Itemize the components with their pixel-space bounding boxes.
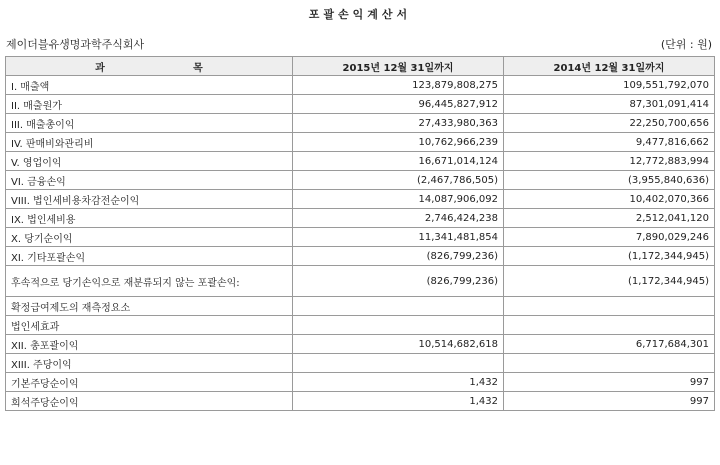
table-row <box>6 228 715 247</box>
row-value-2014: (1,172,344,945) <box>504 247 715 266</box>
row-value-2014 <box>504 316 715 335</box>
row-value-2015: 11,341,481,854 <box>293 228 504 247</box>
row-value-2014: 997 <box>504 392 715 411</box>
row-label: 희석주당순이익 <box>6 392 293 411</box>
row-label: 법인세효과 <box>6 316 293 335</box>
row-label: VIII. 법인세비용차감전순이익 <box>6 190 293 209</box>
table-row <box>6 266 715 297</box>
row-value-2014 <box>504 297 715 316</box>
table-row <box>6 373 715 392</box>
row-label: X. 당기순이익 <box>6 228 293 247</box>
table-row <box>6 76 715 95</box>
row-value-2015: 1,432 <box>293 392 504 411</box>
row-label: IV. 판매비와관리비 <box>6 133 293 152</box>
row-value-2014: 87,301,091,414 <box>504 95 715 114</box>
row-value-2014: 10,402,070,366 <box>504 190 715 209</box>
row-value-2014: (1,172,344,945) <box>504 266 715 297</box>
row-value-2015 <box>293 354 504 373</box>
row-label: V. 영업이익 <box>6 152 293 171</box>
row-label: IX. 법인세비용 <box>6 209 293 228</box>
income-statement-table <box>5 56 715 411</box>
row-label: XIII. 주당이익 <box>6 354 293 373</box>
table-row <box>6 316 715 335</box>
table-header-row <box>6 57 715 76</box>
table-row <box>6 114 715 133</box>
row-label: III. 매출총이익 <box>6 114 293 133</box>
row-value-2015: 10,514,682,618 <box>293 335 504 354</box>
row-label: XI. 기타포괄손익 <box>6 247 293 266</box>
unit-label: (단위 : 원) <box>660 38 712 51</box>
table-row <box>6 209 715 228</box>
row-value-2015 <box>293 316 504 335</box>
row-value-2014: 2,512,041,120 <box>504 209 715 228</box>
row-value-2014: 12,772,883,994 <box>504 152 715 171</box>
company-name: 제이더블유생명과학주식회사 <box>6 38 145 51</box>
statement-title: 포괄손익계산서 <box>308 8 412 21</box>
table-row <box>6 133 715 152</box>
row-value-2015: (826,799,236) <box>293 247 504 266</box>
table-row <box>6 335 715 354</box>
row-value-2014: 22,250,700,656 <box>504 114 715 133</box>
row-label: 기본주당순이익 <box>6 373 293 392</box>
row-label: VI. 금융손익 <box>6 171 293 190</box>
row-value-2015: 10,762,966,239 <box>293 133 504 152</box>
header-2015: 2015년 12월 31일까지 <box>293 57 504 76</box>
header-account <box>6 57 293 76</box>
table-row <box>6 247 715 266</box>
header-2014: 2014년 12월 31일까지 <box>504 57 715 76</box>
row-value-2014: 997 <box>504 373 715 392</box>
table-row <box>6 297 715 316</box>
row-value-2015: 1,432 <box>293 373 504 392</box>
row-value-2014: (3,955,840,636) <box>504 171 715 190</box>
row-value-2014: 109,551,792,070 <box>504 76 715 95</box>
row-value-2015: 123,879,808,275 <box>293 76 504 95</box>
row-value-2014 <box>504 354 715 373</box>
table-row <box>6 392 715 411</box>
header-account-right: 목 <box>193 62 203 74</box>
row-value-2015: 27,433,980,363 <box>293 114 504 133</box>
row-value-2015: 96,445,827,912 <box>293 95 504 114</box>
table-row <box>6 171 715 190</box>
row-value-2015: (826,799,236) <box>293 266 504 297</box>
row-value-2014: 7,890,029,246 <box>504 228 715 247</box>
table-row <box>6 354 715 373</box>
table-row <box>6 152 715 171</box>
row-label: II. 매출원가 <box>6 95 293 114</box>
row-value-2015: (2,467,786,505) <box>293 171 504 190</box>
row-value-2015: 2,746,424,238 <box>293 209 504 228</box>
table-row <box>6 95 715 114</box>
row-value-2014: 6,717,684,301 <box>504 335 715 354</box>
row-label: 확정급여제도의 재측정요소 <box>6 297 293 316</box>
row-value-2015: 16,671,014,124 <box>293 152 504 171</box>
row-label: I. 매출액 <box>6 76 293 95</box>
row-value-2015 <box>293 297 504 316</box>
row-value-2014: 9,477,816,662 <box>504 133 715 152</box>
row-label: 후속적으로 당기손익으로 재분류되지 않는 포괄손익: <box>6 266 293 297</box>
row-label: XII. 총포괄이익 <box>6 335 293 354</box>
row-value-2015: 14,087,906,092 <box>293 190 504 209</box>
table-row <box>6 190 715 209</box>
header-account-left: 과 <box>95 62 105 74</box>
